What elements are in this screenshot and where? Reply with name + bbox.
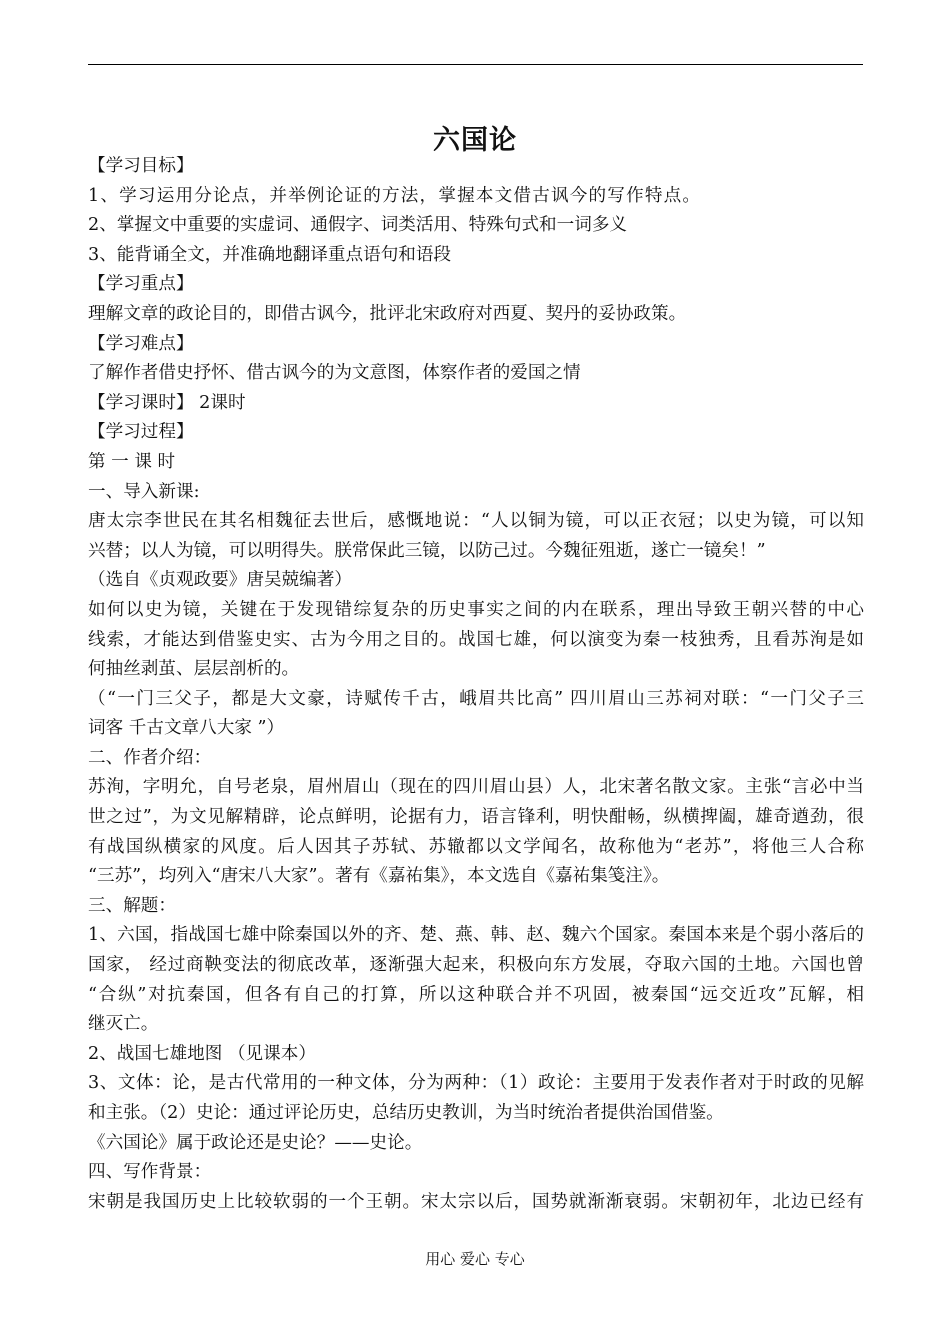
text-line: 2、战国七雄地图 （见课本） <box>88 1043 316 1064</box>
text-line: 三、解题： <box>88 895 176 916</box>
text-line: 3、文体：论，是古代常用的一种文体，分为两种：（1）政论：主要用于发表作者对于时政的见解 <box>88 1073 864 1094</box>
text-line: 《六国论》属于政论还是史论？——史论。 <box>88 1132 423 1153</box>
text-line: 【学习过程】 <box>88 422 194 443</box>
text-line: 1、六国，指战国七雄中除秦国以外的齐、楚、燕、韩、赵、魏六个国家。秦国本来是个弱小落后的 <box>88 925 864 946</box>
text-line: 【学习目标】 <box>88 156 194 176</box>
text-line: 3、能背诵全文，并准确地翻译重点语句和语段 <box>88 244 452 265</box>
text-line: 唐太宗李世民在其名相魏征去世后，感慨地说：“人以铜为镜，可以正衣冠；以史为镜，可以知 <box>88 511 864 532</box>
text-line: 有战国纵横家的风度。后人因其子苏轼、苏辙都以文学闻名，故称他为“老苏”，将他三人合称 <box>88 836 864 857</box>
text-line: （选自《贞观政要》唐吴兢编著） <box>88 570 352 591</box>
text-line: 苏洵，字明允，自号老泉，眉州眉山（现在的四川眉山县）人，北宋著名散文家。主张“言必中当 <box>88 777 864 798</box>
text-line: 国家， 经过商鞅变法的彻底改革，逐渐强大起来，积极向东方发展，夺取六国的土地。六国也曾 <box>88 955 864 976</box>
text-line: 继灭亡。 <box>88 1014 159 1035</box>
page-footer: 用心 爱心 专心 <box>425 1250 525 1268</box>
text-line: “三苏”，均列入“唐宋八大家”。著有《嘉祐集》，本文选自《嘉祐集笺注》。 <box>88 866 670 887</box>
text-line: “合纵”对抗秦国，但各有自己的打算，所以这种联合并不巩固，被秦国“远交近攻”瓦解，相 <box>88 984 864 1005</box>
text-line: 兴替；以人为镜，可以明得失。朕常保此三镜，以防己过。今魏征殂逝，遂亡一镜矣！” <box>88 540 766 561</box>
text-line: 【学习难点】 <box>88 333 194 354</box>
text-line: 四、写作背景： <box>88 1162 212 1183</box>
text-line: （“一门三父子，都是大文豪，诗赋传千古，峨眉共比高” 四川眉山三苏祠对联：“一门父子三 <box>88 688 864 709</box>
text-line: 宋朝是我国历史上比较软弱的一个王朝。宋太宗以后，国势就渐渐衰弱。宋朝初年，北边已经有 <box>88 1191 864 1212</box>
text-line: 了解作者借史抒怀、借古讽今的为文意图，体察作者的爱国之情 <box>88 363 581 384</box>
header-rule <box>88 64 863 65</box>
text-line: 词客 千古文章八大家 ”） <box>88 718 285 739</box>
text-line: 【学习课时】 2课时 <box>88 392 246 413</box>
text-line: 二、作者介绍： <box>88 747 212 768</box>
text-line: 和主张。（2）史论：通过评论历史，总结历史教训，为当时统治者提供治国借鉴。 <box>88 1103 724 1123</box>
text-line: 一、导入新课: <box>88 481 200 502</box>
text-line: 如何以史为镜，关键在于发现错综复杂的历史事实之间的内在联系，理出导致王朝兴替的中心 <box>88 599 864 620</box>
text-line: 世之过”，为文见解精辟，论点鲜明，论据有力，语言锋利，明快酣畅，纵横捭阖，雄奇遒劲，很 <box>88 807 864 828</box>
text-line: 线索，才能达到借鉴史实、古为今用之目的。战国七雄，何以演变为秦一枝独秀，且看苏洵是如 <box>88 629 864 650</box>
text-line: 2、掌握文中重要的实虚词、通假字、词类活用、特殊句式和一词多义 <box>88 215 628 236</box>
text-line: 【学习重点】 <box>88 274 194 295</box>
text-line: 何抽丝剥茧、层层剖析的。 <box>88 659 300 680</box>
text-line: 第 一 课 时 <box>88 451 176 472</box>
document-title: 六国论 <box>433 125 517 156</box>
document-body <box>88 152 864 1217</box>
text-line: 1、学习运用分论点，并举例论证的方法，掌握本文借古讽今的写作特点。 <box>88 185 700 206</box>
text-line: 理解文章的政论目的，即借古讽今，批评北宋政府对西夏、契丹的妥协政策。 <box>88 303 687 324</box>
